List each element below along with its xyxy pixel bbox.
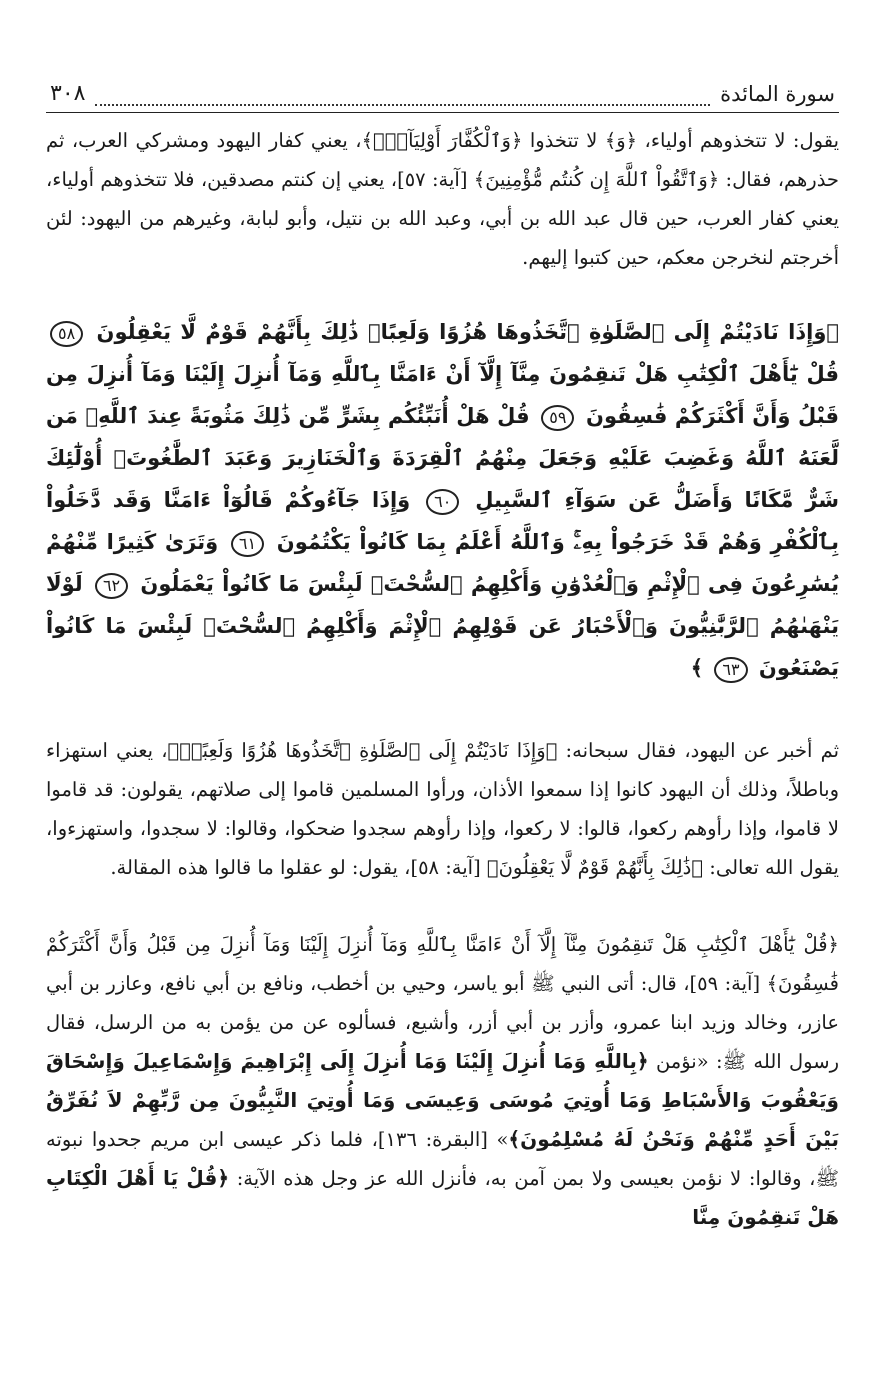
- header-leader-dots: [95, 92, 710, 106]
- ayah-number-58: ٥٨: [50, 321, 83, 347]
- commentary-paragraph-2: ثم أخبر عن اليهود، فقال سبحانه: ﴿وَإِذَا نَادَيْتُمْ إِلَى ٱلصَّلَوٰةِ ٱتَّخَذُوهَا هُزُوًا وَلَعِبًاۚ﴾، يعني استهزاء وباطلاً، وذلك أن اليهود كانوا إذا سمعوا الأذان، ورأوا المسلمين قاموا إلى صلاتهم، يقولون: قد قاموا لا قاموا، وإذا رأوهم ركعوا، قالوا: لا ركعوا، وإذا رأوهم سجدوا ضحكوا، وقالوا: لا سجدوا، واستهزءوا، يقول الله تعالى: ﴿ذَٰلِكَ بِأَنَّهُمْ قَوْمٌ لَّا يَعْقِلُونَ﴾ [آية: ٥٨]، يقول: لو عقلوا ما قالوا هذه المقالة.: [46, 739, 839, 879]
- commentary-paragraph-3: [46, 925, 839, 1237]
- quran-verses-block: [46, 311, 839, 689]
- verse-60: قُلْ هَلْ أُنَبِّئُكُم بِشَرٍّ مِّن ذَٰلِكَ مَثُوبَةً عِندَ ٱللَّهِۚ مَن لَّعَنَهُ ٱللَّهُ وَغَضِبَ عَلَيْهِ وَجَعَلَ مِنْهُمُ ٱلْقِرَدَةَ وَٱلْخَنَازِيرَ وَعَبَدَ ٱلطَّٰغُوتَۚ أُوْلَٰٓئِكَ شَرٌّ مَّكَانًا وَأَضَلُّ عَن سَوَآءِ ٱلسَّبِيلِ: [46, 404, 840, 512]
- surah-title: سورة المائدة: [720, 82, 835, 106]
- commentary-paragraph-1: يقول: لا تتخذوهم أولياء، ﴿وَ﴾ لا تتخذوا ﴿وَٱلْكُفَّارَ أَوْلِيَآءَۚ﴾، يعني كفار اليهود ومشركي العرب، ثم حذرهم، فقال: ﴿وَٱتَّقُواْ ٱللَّهَ إِن كُنتُم مُّؤْمِنِينَ﴾ [آية: ٥٧]، يعني إن كنتم مصدقين، فلا تتخذوهم أولياء، يعني كفار العرب، حين قال عبد الله بن أبي، وعبد الله بن نتيل، وأبو لبابة، وغيرهم من اليهود: لئن أخرجتم لنخرجن معكم، حين كتبوا إليهم.: [46, 129, 839, 269]
- page-number: ٣٠٨: [50, 81, 86, 106]
- ayah-number-63: ٦٣: [714, 657, 747, 683]
- quoted-verse-bold: ﴿بِاللَّهِ وَمَا أُنزِلَ إِلَيْنَا وَمَا أُنزِلَ إِلَى إِبْرَاهِيمَ وَإِسْمَاعِيلَ وَإِسْحَاقَ وَيَعْقُوبَ وَالأَسْبَاطِ وَمَا أُوتِيَ مُوسَى وَعِيسَى وَمَا أُوتِيَ النَّبِيُّونَ مِن رَّبِّهِمْ لاَ نُفَرِّقُ بَيْنَ أَحَدٍ مِّنْهُمْ وَنَحْنُ لَهُ مُسْلِمُونَ﴾: [46, 1049, 839, 1151]
- verse-62: وَتَرَىٰ كَثِيرًا مِّنْهُمْ يُسَٰرِعُونَ فِى ٱلْإِثْمِ وَٱلْعُدْوَٰنِ وَأَكْلِهِمُ ٱلسُّحْتَۚ لَبِئْسَ مَا كَانُواْ يَعْمَلُونَ: [46, 530, 840, 596]
- paragraph-3-text-b: » [البقرة: ١٣٦]، فلما ذكر عيسى ابن مريم جحدوا نبوته ﷺ، وقالوا: لا نؤمن بعيسى ولا بمن آمن به، فأنزل الله عز وجل هذه الآية:: [46, 1128, 840, 1190]
- verse-59: قُلْ يَٰٓأَهْلَ ٱلْكِتَٰبِ هَلْ تَنقِمُونَ مِنَّآ إِلَّآ أَنْ ءَامَنَّا بِٱللَّهِ وَمَآ أُنزِلَ إِلَيْنَا وَمَآ أُنزِلَ مِن قَبْلُ وَأَنَّ أَكْثَرَكُمْ فَٰسِقُونَ: [46, 362, 840, 428]
- quran-close-bracket: ﴾: [690, 656, 704, 680]
- ayah-number-59: ٥٩: [541, 405, 574, 431]
- ayah-number-62: ٦٢: [95, 573, 128, 599]
- verse-63: لَوْلَا يَنْهَىٰهُمُ ٱلرَّبَّٰنِيُّونَ وَٱلْأَحْبَارُ عَن قَوْلِهِمُ ٱلْإِثْمَ وَأَكْلِهِمُ ٱلسُّحْتَۚ لَبِئْسَ مَا كَانُواْ يَصْنَعُونَ: [46, 572, 839, 680]
- quoted-verse-bold-2: ﴿قُلْ يَا أَهْلَ الْكِتَابِ هَلْ تَنقِمُونَ مِنَّا: [46, 1166, 839, 1229]
- verse-58: ﴿وَإِذَا نَادَيْتُمْ إِلَى ٱلصَّلَوٰةِ ٱتَّخَذُوهَا هُزُوًا وَلَعِبًاۚ ذَٰلِكَ بِأَنَّهُمْ قَوْمٌ لَّا يَعْقِلُونَ: [96, 320, 839, 344]
- ayah-number-61: ٦١: [231, 531, 264, 557]
- page-header: [46, 66, 839, 113]
- paragraph-3-text-a: ﴿قُلْ يَٰٓأَهْلَ ٱلْكِتَٰبِ هَلْ تَنقِمُونَ مِنَّآ إِلَّآ أَنْ ءَامَنَّا بِٱللَّهِ وَمَآ أُنزِلَ إِلَيْنَا وَمَآ أُنزِلَ مِن قَبْلُ وَأَنَّ أَكْثَرَكُمْ فَٰسِقُونَ﴾ [آية: ٥٩]، قال: أتى النبي ﷺ أبو ياسر، وحيي بن أخطب، ونافع بن أبي نافع، وعازر بن أبي عازر، وخالد وزيد ابنا عمرو، وأزر بن أبي أزر، وأشيع، فسألوه عن من يؤمن به من الرسل، فقال رسول الله ﷺ: «نؤمن: [46, 933, 839, 1073]
- verse-61: وَإِذَا جَآءُوكُمْ قَالُوٓاْ ءَامَنَّا وَقَد دَّخَلُواْ بِٱلْكُفْرِ وَهُمْ قَدْ خَرَجُواْ بِهِۦۚ وَٱللَّهُ أَعْلَمُ بِمَا كَانُواْ يَكْتُمُونَ: [46, 488, 839, 554]
- ayah-number-60: ٦٠: [426, 489, 459, 515]
